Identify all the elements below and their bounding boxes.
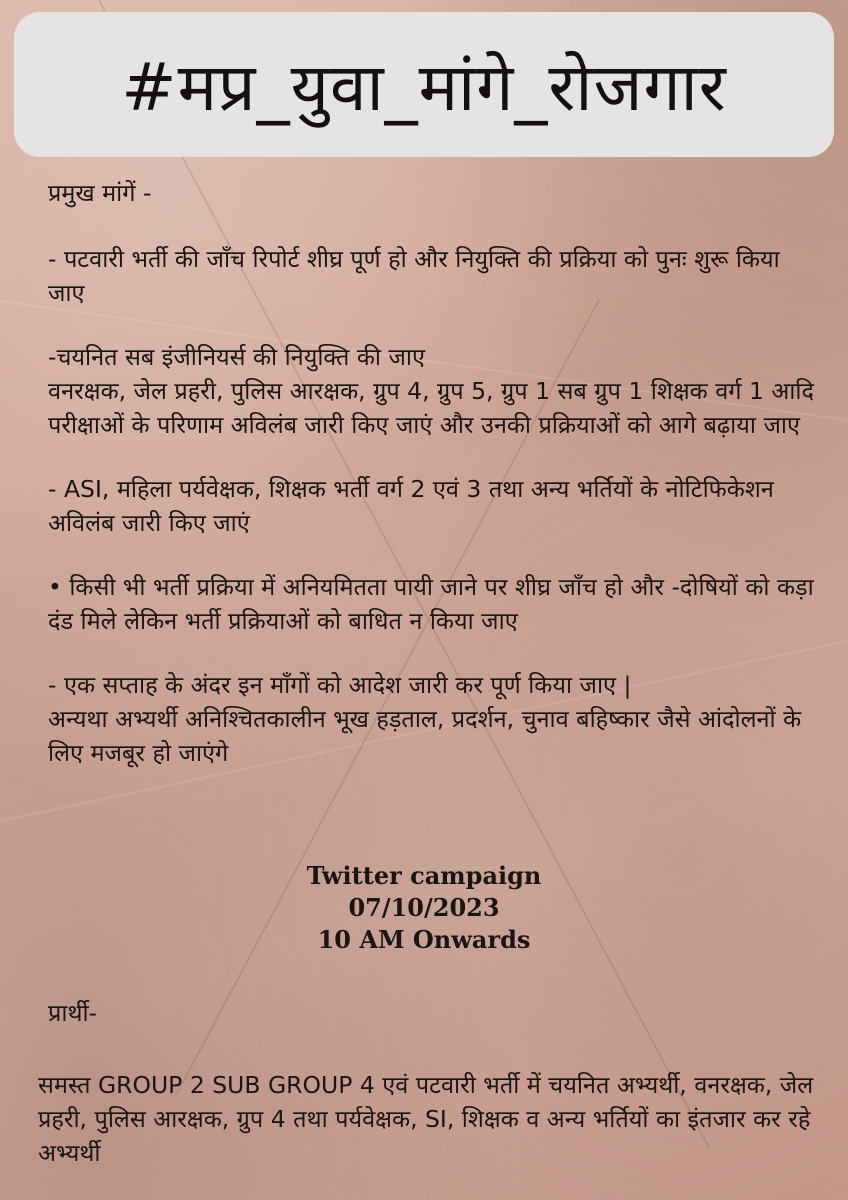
applicant-label: प्रार्थी- bbox=[48, 999, 98, 1027]
applicants-text: समस्त GROUP 2 SUB GROUP 4 एवं पटवारी भर्ती में चयनित अभ्यर्थी, वनरक्षक, जेल प्रहरी, पुलिस आरक्षक, ग्रुप 4 तथा पर्यवेक्षक, SI, शिक्षक व अन्य भर्तियों का इंतजार कर रहे अभ्यर्थी bbox=[38, 1071, 814, 1167]
demands-heading: प्रमुख मांगें - bbox=[48, 179, 152, 207]
campaign-time: 10 AM Onwards bbox=[317, 925, 531, 954]
campaign-block bbox=[0, 860, 848, 956]
demand-item: अन्यथा अभ्यर्थी अनिश्चितकालीन भूख हड़ताल, प्रदर्शन, चुनाव बहिष्कार जैसे आंदोलनों के लिए मजबूर हो जाएंगे bbox=[48, 705, 802, 767]
demand-item: - पटवारी भर्ती की जाँच रिपोर्ट शीघ्र पूर्ण हो और नियुक्ति की प्रक्रिया को पुनः शुरू किया जाए bbox=[48, 245, 780, 307]
demand-item: - एक सप्ताह के अंदर इन माँगों को आदेश जारी कर पूर्ण किया जाए | bbox=[48, 671, 632, 699]
header-banner bbox=[14, 12, 834, 157]
demand-item: वनरक्षक, जेल प्रहरी, पुलिस आरक्षक, ग्रुप 4, ग्रुप 5, ग्रुप 1 सब ग्रुप 1 शिक्षक वर्ग 1 आदि परीक्षाओं के परिणाम अविलंब जारी किए जाएं और उनकी प्रक्रियाओं को आगे बढ़ाया जाए bbox=[48, 377, 814, 439]
demand-item: - ASI, महिला पर्यवेक्षक, शिक्षक भर्ती वर्ग 2 एवं 3 तथा अन्य भर्तियों के नोटिफिकेशन अविलंब जारी किए जाएं bbox=[48, 475, 774, 537]
campaign-title: Twitter campaign bbox=[306, 861, 542, 890]
demand-item: -चयनित सब इंजीनियर्स की नियुक्ति की जाए bbox=[48, 343, 426, 371]
hashtag-title: #मप्र_युवा_मांगे_रोजगार bbox=[121, 48, 727, 126]
demand-item: • किसी भी भर्ती प्रक्रिया में अनियमितता पायी जाने पर शीघ्र जाँच हो और -दोषियों को कड़ा दंड मिले लेकिन भर्ती प्रक्रियाओं को बाधित न किया जाए bbox=[48, 573, 814, 635]
demands-section bbox=[48, 176, 818, 770]
campaign-date: 07/10/2023 bbox=[348, 893, 500, 922]
